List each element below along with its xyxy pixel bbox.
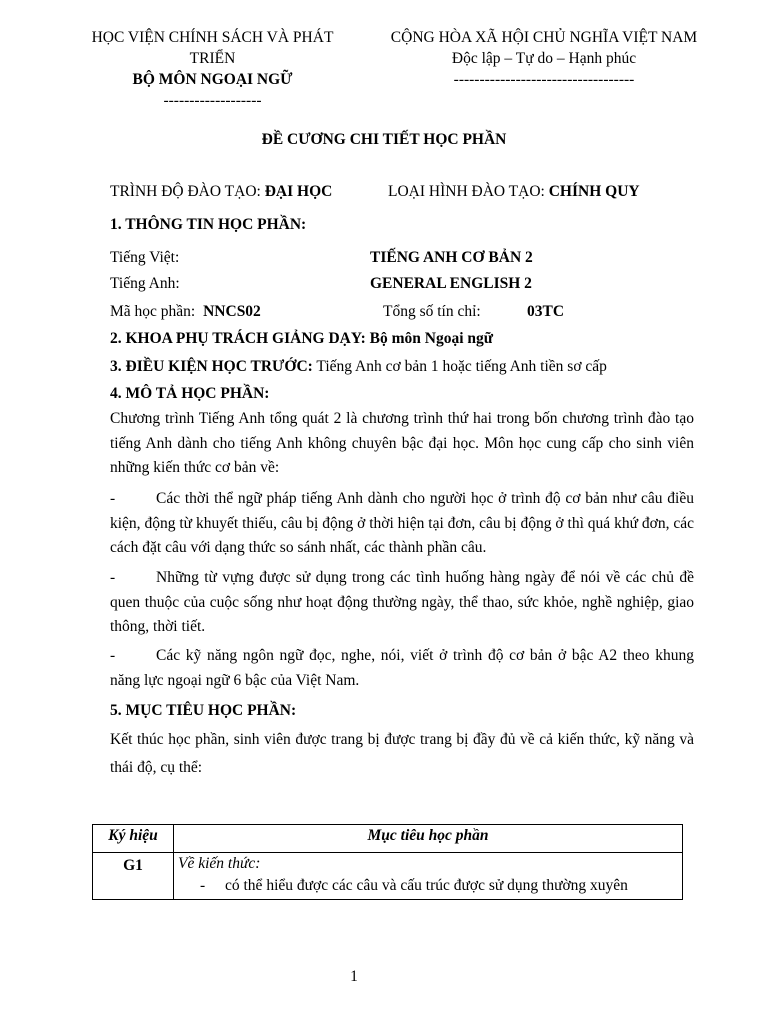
description-bullet-2 (110, 566, 694, 640)
course-name-en-value: GENERAL ENGLISH 2 (370, 275, 532, 292)
institution-name-line1: HỌC VIỆN CHÍNH SÁCH VÀ PHÁT (91, 29, 334, 46)
motto-rule: ----------------------------------- (453, 71, 635, 88)
goal-cell (174, 853, 683, 900)
bullet-text: Các kỹ năng ngôn ngữ đọc, nghe, nói, viết ở trình độ cơ bản ở bậc A2 theo khung năng lực ngoại ngữ 6 bậc của Việt Nam. (110, 647, 694, 689)
national-header (370, 27, 718, 90)
section-2 (110, 330, 493, 348)
goal-symbol: G1 (93, 853, 174, 900)
training-type (388, 183, 640, 201)
table-row (93, 853, 683, 900)
training-level-label: TRÌNH ĐỘ ĐÀO TẠO: (110, 183, 261, 200)
bullet-marker: - (110, 569, 116, 586)
training-type-label: LOẠI HÌNH ĐÀO TẠO: (388, 183, 545, 200)
course-goals-table (92, 824, 683, 900)
section-5-heading: 5. MỤC TIÊU HỌC PHẦN: (110, 702, 297, 719)
department-name: BỘ MÔN NGOẠI NGỮ (132, 71, 293, 88)
section-3 (110, 358, 607, 376)
column-header-goal: Mục tiêu học phần (174, 825, 683, 853)
section-3-value: Tiếng Anh cơ bản 1 hoặc tiếng Anh tiền sơ cấp (316, 358, 607, 375)
national-motto: Độc lập – Tự do – Hạnh phúc (451, 50, 637, 67)
training-level-value: ĐẠI HỌC (264, 183, 333, 200)
course-name-vn-label: Tiếng Việt: (110, 249, 180, 266)
training-level (110, 183, 332, 201)
bullet-text: Các thời thể ngữ pháp tiếng Anh dành cho người học ở trình độ cơ bản như câu điều kiện, động từ khuyết thiếu, câu bị động ở thời hiện tại đơn, câu bị động ở thì quá khứ đơn, các cách đặt câu với dạng thức so sánh nhất, các thành phần câu. (110, 490, 694, 556)
bullet-text: Những từ vựng được sử dụng trong các tình huống hàng ngày để nói về các chủ đề quen thuộc của cuộc sống như hoạt động thường ngày, thể thao, sức khỏe, nghề nghiệp, giao thông, thời tiết. (110, 569, 694, 635)
section-4-intro: Chương trình Tiếng Anh tổng quát 2 là chương trình thứ hai trong bốn chương trình đào tạo tiếng Anh dành cho tiếng Anh không chuyên bậc đại học. Môn học cung cấp cho sinh viên những kiến thức cơ bản về: (110, 410, 694, 476)
goal-category: Về kiến thức: (178, 855, 261, 872)
description-bullet-1 (110, 487, 694, 561)
page-number: 1 (350, 968, 358, 985)
course-name-en-label: Tiếng Anh: (110, 275, 180, 292)
credits-label: Tổng số tín chỉ: (383, 303, 481, 320)
institution-header (75, 27, 350, 111)
description-bullet-3 (110, 644, 694, 693)
goal-item-text: có thể hiểu được các câu và cấu trúc được sử dụng thường xuyên (225, 877, 628, 894)
bullet-marker: - (110, 647, 116, 664)
course-code-label: Mã học phần: (110, 303, 196, 320)
training-type-value: CHÍNH QUY (548, 183, 640, 200)
section-3-heading: 3. ĐIỀU KIỆN HỌC TRƯỚC: (110, 358, 313, 375)
credits-value: 03TC (527, 303, 565, 320)
section-2-value: Bộ môn Ngoại ngữ (369, 330, 494, 347)
section-5-intro: Kết thúc học phần, sinh viên được trang bị được trang bị đầy đủ về cả kiến thức, kỹ năng và thái độ, cụ thể: (110, 731, 694, 776)
course-code (110, 303, 261, 321)
table-header-row (93, 825, 683, 853)
institution-name-line2: TRIỂN (189, 50, 236, 67)
goal-item (178, 875, 678, 897)
country-name: CỘNG HÒA XÃ HỘI CHỦ NGHĨA VIỆT NAM (390, 29, 698, 46)
column-header-symbol: Ký hiệu (93, 825, 174, 853)
section-2-heading: 2. KHOA PHỤ TRÁCH GIẢNG DẠY: (110, 330, 366, 347)
document-title: ĐỀ CƯƠNG CHI TIẾT HỌC PHẦN (261, 131, 507, 148)
section-4-heading: 4. MÔ TẢ HỌC PHẦN: (110, 385, 270, 402)
bullet-marker: - (110, 490, 116, 507)
course-name-vn-value: TIẾNG ANH CƠ BẢN 2 (370, 249, 533, 266)
course-code-value: NNCS02 (203, 303, 261, 320)
goal-item-marker: - (200, 877, 206, 894)
section-1-heading: 1. THÔNG TIN HỌC PHẦN: (110, 216, 307, 233)
department-rule: ------------------- (163, 92, 262, 109)
